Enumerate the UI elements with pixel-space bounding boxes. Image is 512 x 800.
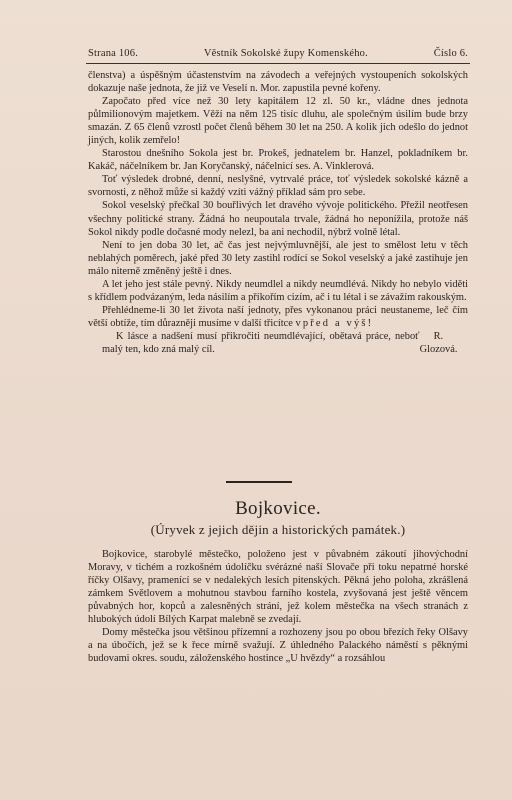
paragraph: Bojkovice, starobylé městečko, položeno jest v půvabném zákoutí jihovýchodní Moravy, v tichém a rozkošném údolíčku svérázné naší Slovače při toku nepatrné horské říčky Olšavy, pramenící se v nedalekých lesích pitenských. Pěkná jeho poloha, zkrášlená zámkem Světlovem a mohutnou stavbou farního kostela, zvyšovaná jest ještě věncem půvabných hor, kopců a zalesněných strání, jež kolem městečka na všech stranách z hlubokých údolí Bílých Karpat malebně se zvedají. (88, 549, 468, 626)
article-sokol-veseli (88, 69, 468, 356)
paragraph-text: Přehlédneme-li 30 let života naší jednoty, přes vykonanou práci neustaneme, leč čím větší obtíže, tím důrazněji musíme v další třicítce (88, 304, 468, 329)
author-signature: R. Glozová. (419, 330, 458, 355)
paragraph: Starostou dnešního Sokola jest br. Prokeš, jednatelem br. Hanzel, pokladníkem br. Kakáč, náčelníkem br. Jan Koryčanský, náčelnicí ses. A. Vinklerová. (88, 148, 468, 173)
page-number: Strana 106. (88, 48, 139, 59)
article-title: Bojkovice. (235, 498, 321, 519)
paragraph: Není to jen doba 30 let, ač čas jest nejvýmluvnější, ale jest to smělost letu v těch neblahých poměrech, jaké před 30 lety zastihl rodící se Sokol veselský a jaké zastihuje jen málo niterně změněný ještě i dnes. (88, 239, 468, 277)
journal-title: Věstník Sokolské župy Komenského. (203, 48, 368, 59)
paragraph: Toť výsledek drobné, denní, neslyšné, vytrvalé práce, toť výsledek sokolské kázně a svornosti, z něhož může si každý vzíti vážný příklad sám pro sebe. (88, 174, 468, 199)
emphasized-text: vpřed a výš! (295, 317, 374, 329)
paragraph: Sokol veselský přečkal 30 bouřlivých let dravého vývoje politického. Přežil neotřesen všechny politické strany. Žádná ho neupoutala trvale, žádná ho neponížila, protože náš Sokol nikdy podle dočasné mody nelezl, ba ani nechodil, nýbrž volně létal. (88, 200, 468, 238)
paragraph: A let jeho jest stále pevný. Nikdy neumdlel a nikdy neumdlévá. Nikdy ho nebylo viděti s křídlem podvázaným, leda násilím a příkořím cizím, ač i tu létal i se závažím rakouským. (88, 278, 468, 303)
paragraph: Domy městečka jsou většinou přízemní a rozhozeny jsou po obou březích řeky Olšavy a na úbočích, jež se k řece mírně svažují. Z úhledného Palackého náměstí s pěknými budovami okres. soudu, záloženského hostince „U hvězdy“ a rozsáhlou (88, 627, 468, 665)
issue-number: Číslo 6. (433, 48, 468, 59)
closing-text: K lásce a nadšení musí přikročiti neumdlévající, obětavá práce, neboť malý ten, kdo zná malý cíl. (102, 330, 420, 355)
header-rule (86, 63, 470, 64)
paragraph (88, 304, 468, 330)
paragraph: členstva) a úspěšným účastenstvím na závodech a veřejných vystoupeních sokolských dokazuje naše jednota, že již ve Veselí n. Mor. zapustila pevné kořeny. (88, 70, 468, 95)
paragraph: Započato před více než 30 lety kapitálem 12 zl. 50 kr., vládne dnes jednota půlmilionovým majetkem. Věží na něm 125 tisíc dluhu, ale společným úsilím bude brzy smazán. Z 65 členů vzrostl počet členů během 30 let na 250. A kolik jich odešlo do jednot jiných, kolik zemřelo! (88, 96, 468, 147)
article-bojkovice (88, 548, 468, 665)
section-divider (226, 481, 292, 483)
article-subtitle: (Úryvek z jejich dějin a historických památek.) (150, 522, 406, 537)
closing-line (88, 330, 468, 356)
running-header (88, 48, 468, 59)
